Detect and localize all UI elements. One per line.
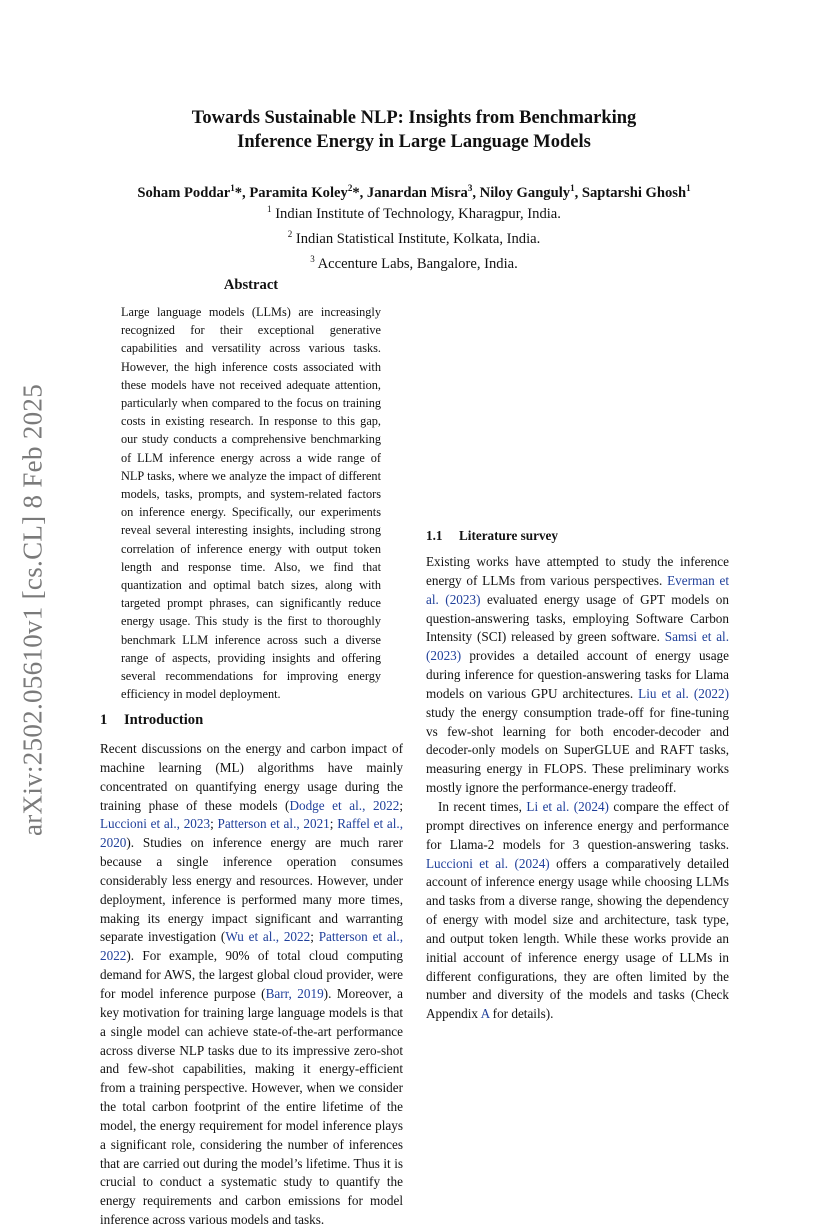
author-name: Janardan Misra (366, 184, 468, 201)
paragraph-text: ; (329, 816, 338, 832)
affiliation-text: Indian Statistical Institute, Kolkata, India. (292, 230, 541, 247)
author-name: Soham Poddar (137, 184, 231, 201)
paragraph-text: ). For example, 90% of total cloud computing demand for AWS, the largest global cloud provider, were for model inference purpose ( (100, 948, 403, 1001)
title-line-1: Towards Sustainable NLP: Insights from Benchmarking (191, 108, 637, 128)
introduction-body (100, 740, 403, 1230)
paragraph-text: offers a comparatively detailed account of inference energy usage while choosing LLMs and tasks from a diverse range, showing the dependency of energy with model size and architecture, task type, and output token length. While these works provide an initial account of inference energy usage of LLMs in different configurations, they are often limited by the number and diversity of the models and tasks (Check Appendix (426, 855, 729, 1022)
affiliation-mark: 2 (287, 228, 293, 239)
paragraph (426, 798, 729, 1024)
paper-title (100, 106, 728, 154)
section-heading-introduction (100, 712, 203, 729)
paragraph-text: ; (210, 816, 218, 832)
affiliation-line (100, 224, 728, 249)
affiliation-line (100, 249, 728, 274)
citation-link[interactable]: Wu et al., 2022 (225, 929, 311, 945)
paragraph-text: Existing works have attempted to study the inference energy of LLMs from various perspectives. (426, 554, 729, 588)
paragraph-text: evaluated energy usage of GPT models on question-answering tasks, employing Software Carbon Intensity (SCI) released by green software. (426, 591, 729, 645)
paragraph-text: compare the effect of prompt directives on inference energy and performance for Llama-2 models for 3 question-answering tasks. (426, 798, 729, 852)
paragraph-text: In recent times, (438, 798, 527, 814)
affiliation-line (100, 199, 728, 224)
literature-survey-body (426, 553, 729, 1024)
paragraph-text: ). Studies on inference energy are much rarer because a single inference operation consumes considerably less energy and resources. However, under deployment, inference is performed many more times, making its energy impact significant and warranting separate investigation ( (100, 835, 403, 945)
citation-link[interactable]: Everman et al. (2023) (426, 572, 729, 607)
citation-link[interactable]: Patterson et al., 2021 (217, 816, 330, 832)
citation-link[interactable]: Liu et al. (2022) (638, 685, 729, 701)
paragraph (426, 553, 729, 798)
author-affiliation-mark: 1 (570, 183, 575, 193)
paragraph-text: Recent discussions on the energy and carbon impact of machine learning (ML) algorithms have mainly concentrated on quantifying energy usage during the training phase of these models ( (100, 741, 403, 813)
arxiv-identifier (8, 380, 58, 840)
paragraph-text: ; (399, 797, 403, 813)
paragraph-text: study the energy consumption trade-off for fine-tuning vs few-shot learning for both encoder-decoder and decoder-only models on SuperGLUE and RAFT tasks, measuring energy in FLOPS. These preliminary works mostly ignore the performance-energy tradeoff. (426, 704, 729, 796)
subsection-title: Literature survey (459, 528, 559, 543)
affiliation-list (100, 199, 728, 274)
subsection-number: 1.1 (426, 528, 443, 543)
paragraph-text: for details). (489, 1006, 554, 1022)
citation-link[interactable]: Raffel et al., 2020 (100, 816, 403, 851)
affiliation-text: Indian Institute of Technology, Kharagpur, India. (271, 205, 561, 222)
citation-link[interactable]: A (480, 1006, 490, 1022)
paragraph-text: ; (310, 929, 319, 945)
citation-link[interactable]: Barr, 2019 (265, 985, 324, 1001)
paragraph-text: ). Moreover, a key motivation for training large language models is that a single model can achieve state-of-the-art performance across diverse NLP tasks due to its impressive zero-shot and few-shot capabilities, making it energy-efficient from a training perspective. However, when we consider the total carbon footprint of the entire lifetime of the model, the energy requirement for model inference plays a significant role, considering the number of inferences that are carried out during the model’s lifetime. Thus it is crucial to conduct a systematic study to quantify the energy requirements and carbon emissions for model inference across various models and tasks. (100, 985, 404, 1228)
author-affiliation-mark: 1 (686, 183, 691, 193)
author-name: Niloy Ganguly (479, 184, 571, 201)
abstract-heading: Abstract (223, 277, 279, 293)
author-affiliation-mark: 1 (230, 183, 235, 193)
citation-link[interactable]: Dodge et al., 2022 (289, 797, 400, 813)
affiliation-mark: 3 (310, 253, 315, 264)
author-separator: *, (352, 184, 367, 201)
affiliation-text: Accenture Labs, Bangalore, India. (314, 255, 518, 272)
section-title: Introduction (124, 712, 204, 728)
author-name: Paramita Koley (249, 184, 348, 201)
paragraph (100, 740, 403, 1230)
author-name: Saptarshi Ghosh (581, 184, 687, 201)
arxiv-id-text: arXiv:2502.05610v1 [cs.CL] 8 Feb 2025 (17, 383, 48, 837)
paragraph-text: provides a detailed account of energy usage during inference for question-answering tasks for Llama models on various GPU architectures. (426, 648, 729, 701)
subsection-heading-literature-survey (426, 528, 558, 544)
author-separator: , (574, 184, 582, 201)
author-affiliation-mark: 3 (467, 183, 473, 193)
citation-link[interactable]: Luccioni et al., 2023 (100, 816, 211, 832)
affiliation-mark: 1 (267, 204, 272, 214)
author-affiliation-mark: 2 (347, 183, 353, 193)
author-separator: *, (234, 184, 250, 201)
author-separator: , (472, 184, 480, 201)
citation-link[interactable]: Li et al. (2024) (526, 798, 609, 814)
citation-link[interactable]: Luccioni et al. (2024) (426, 855, 550, 871)
title-line-2: Inference Energy in Large Language Models (237, 132, 591, 152)
citation-link[interactable]: Patterson et al., 2022 (100, 929, 403, 964)
section-number: 1 (100, 712, 108, 728)
abstract-body: Large language models (LLMs) are increasingly recognized for their exceptional generative capabilities and versatility across various tasks. However, the high inference costs associated with these models have not received adequate attention, particularly when compared to the focus on training costs in existing research. In response to this gap, our study conducts a comprehensive benchmarking of LLM inference energy across a wide range of NLP tasks, where we analyze the impact of different models, tasks, prompts, and system-related factors on inference energy. Specifically, our experiments reveal several interesting insights, including strong correlation of inference energy with output token length and response time. Also, we find that quantization and optimal batch sizes, along with targeted prompt phrases, can significantly reduce energy usage. This study is the first to thoroughly benchmark LLM inference across such a diverse range of aspects, providing insights and offering several recommendations for improving energy efficiency in model deployment. (121, 305, 381, 702)
citation-link[interactable]: Samsi et al. (2023) (426, 629, 730, 664)
